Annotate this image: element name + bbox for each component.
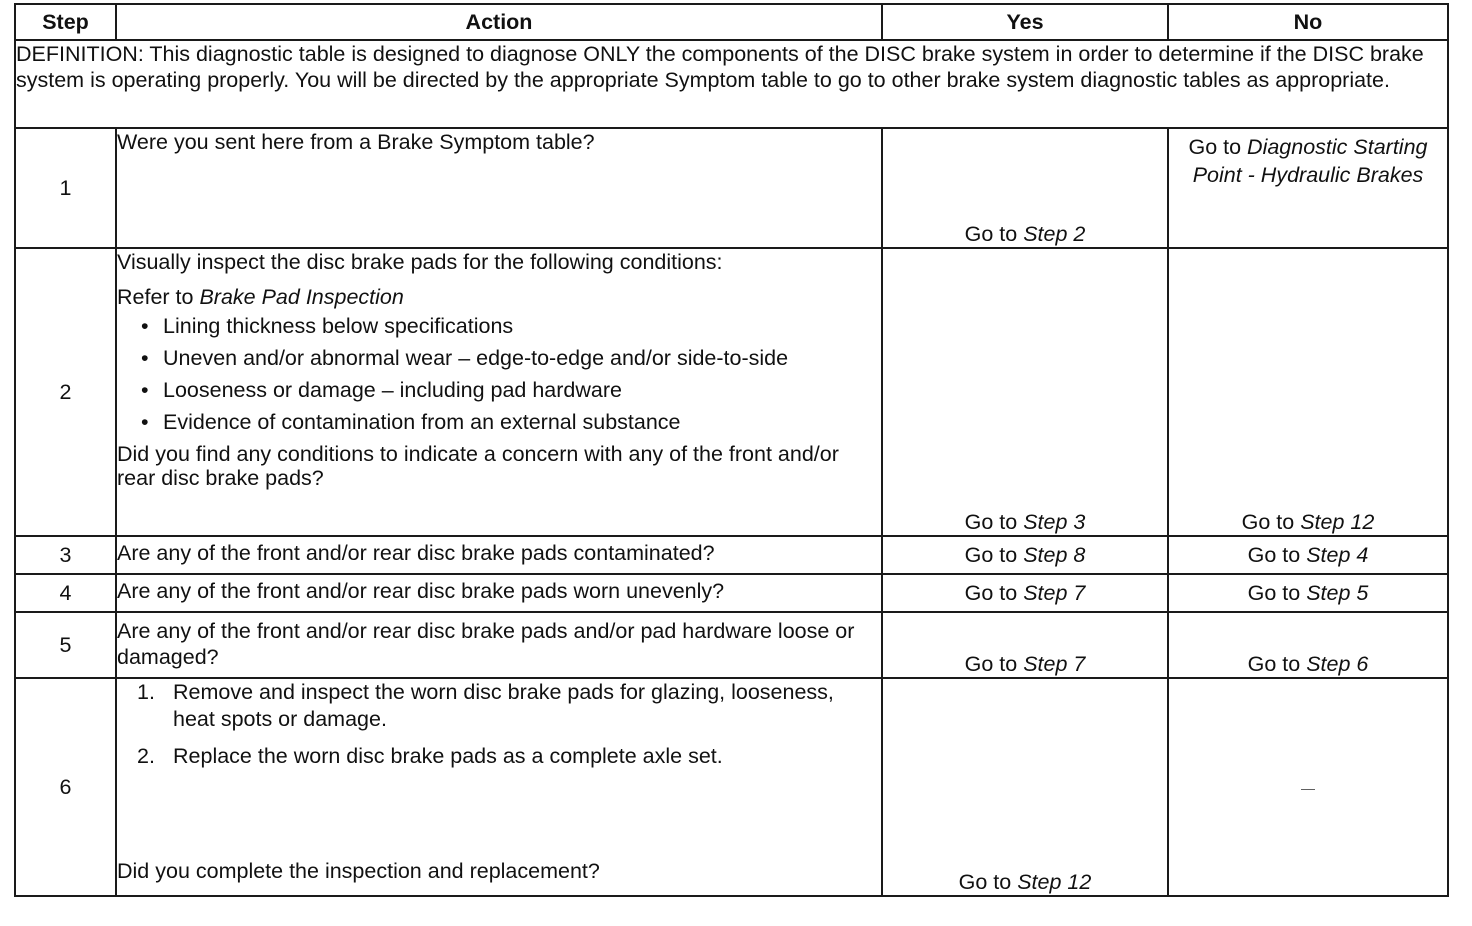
- condition-list: [117, 314, 881, 434]
- step-number: 4: [15, 574, 116, 612]
- action-question: Did you complete the inspection and replacement?: [117, 859, 600, 883]
- no-cell: [1168, 574, 1448, 612]
- list-text: Remove and inspect the worn disc brake pads for glazing, looseness, heat spots or damage.: [173, 680, 834, 731]
- no-cell: [1168, 128, 1448, 248]
- yes-link[interactable]: Step 12: [1017, 870, 1092, 894]
- yes-link[interactable]: Step 7: [1023, 652, 1086, 676]
- step-number: 1: [15, 128, 116, 248]
- action-intro: Visually inspect the disc brake pads for the following conditions:: [117, 250, 723, 274]
- yes-cell: [882, 574, 1168, 612]
- no-link[interactable]: Step 4: [1306, 543, 1369, 567]
- list-item: • Looseness or damage – including pad hardware: [163, 378, 881, 402]
- header-action: Action: [116, 4, 882, 40]
- action-question: Are any of the front and/or rear disc brake pads contaminated?: [116, 536, 882, 574]
- table-row: [15, 612, 1448, 678]
- yes-link[interactable]: Step 8: [1023, 543, 1086, 567]
- action-question: Are any of the front and/or rear disc brake pads and/or pad hardware loose or damaged?: [116, 612, 882, 678]
- header-step: Step: [15, 4, 116, 40]
- header-no: No: [1168, 4, 1448, 40]
- yes-prefix: Go to: [964, 510, 1024, 534]
- step-number: 5: [15, 612, 116, 678]
- table-row: [15, 536, 1448, 574]
- no-prefix: Go to: [1247, 652, 1307, 676]
- no-prefix: Go to: [1247, 581, 1307, 605]
- no-dash: —: [1301, 780, 1315, 796]
- no-link[interactable]: Step 12: [1300, 510, 1375, 534]
- table-row: [15, 128, 1448, 248]
- action-cell: [116, 678, 882, 896]
- no-prefix: Go to: [1188, 135, 1248, 159]
- procedure-list: [117, 679, 881, 770]
- list-item: [137, 743, 881, 770]
- list-item: • Lining thickness below specifications: [163, 314, 881, 338]
- action-question: Were you sent here from a Brake Symptom table?: [117, 130, 595, 154]
- action-cell: [116, 248, 882, 536]
- list-number: 2.: [137, 744, 155, 768]
- yes-link[interactable]: Step 3: [1023, 510, 1086, 534]
- header-row: [15, 4, 1448, 40]
- yes-prefix: Go to: [964, 222, 1024, 246]
- list-number: 1.: [137, 680, 155, 704]
- no-cell: [1168, 612, 1448, 678]
- action-question: Are any of the front and/or rear disc brake pads worn unevenly?: [116, 574, 882, 612]
- yes-prefix: Go to: [964, 543, 1024, 567]
- yes-link[interactable]: Step 7: [1023, 581, 1086, 605]
- diagnostic-table: [14, 3, 1449, 897]
- no-cell: [1168, 536, 1448, 574]
- yes-prefix: Go to: [958, 870, 1018, 894]
- no-prefix: Go to: [1247, 543, 1307, 567]
- no-link[interactable]: Step 5: [1306, 581, 1369, 605]
- step-number: 3: [15, 536, 116, 574]
- list-item: • Uneven and/or abnormal wear – edge-to-edge and/or side-to-side: [163, 346, 881, 370]
- no-prefix: Go to: [1241, 510, 1301, 534]
- yes-cell: [882, 536, 1168, 574]
- table-row: [15, 678, 1448, 896]
- list-item: [137, 679, 881, 733]
- refer-link[interactable]: Brake Pad Inspection: [199, 285, 404, 309]
- table-row: [15, 574, 1448, 612]
- step-number: 6: [15, 678, 116, 896]
- yes-cell: [882, 678, 1168, 896]
- refer-line: [117, 284, 881, 310]
- action-question: Did you find any conditions to indicate a concern with any of the front and/or rear disc brake pads?: [117, 442, 839, 490]
- no-cell: [1168, 248, 1448, 536]
- step-number: 2: [15, 248, 116, 536]
- action-cell: [116, 128, 882, 248]
- yes-cell: [882, 128, 1168, 248]
- list-text: Replace the worn disc brake pads as a complete axle set.: [173, 744, 723, 768]
- no-link[interactable]: Diagnostic Starting Point - Hydraulic Brakes: [1192, 135, 1428, 187]
- yes-prefix: Go to: [964, 652, 1024, 676]
- definition-row: [15, 40, 1448, 128]
- yes-link[interactable]: Step 2: [1023, 222, 1086, 246]
- header-yes: Yes: [882, 4, 1168, 40]
- list-item: • Evidence of contamination from an external substance: [163, 410, 881, 434]
- spacer: [117, 780, 881, 858]
- refer-prefix: Refer to: [117, 285, 200, 309]
- yes-cell: [882, 248, 1168, 536]
- no-link[interactable]: Step 6: [1306, 652, 1369, 676]
- yes-cell: [882, 612, 1168, 678]
- yes-prefix: Go to: [964, 581, 1024, 605]
- definition-text: DEFINITION: This diagnostic table is designed to diagnose ONLY the components of the DISC brake system in order to determine if the DISC brake system is operating properly. You will be directed by the appropriate Symptom table to go to other brake system diagnostic tables as appropriate.: [15, 40, 1448, 128]
- no-cell: [1168, 678, 1448, 896]
- table-row: [15, 248, 1448, 536]
